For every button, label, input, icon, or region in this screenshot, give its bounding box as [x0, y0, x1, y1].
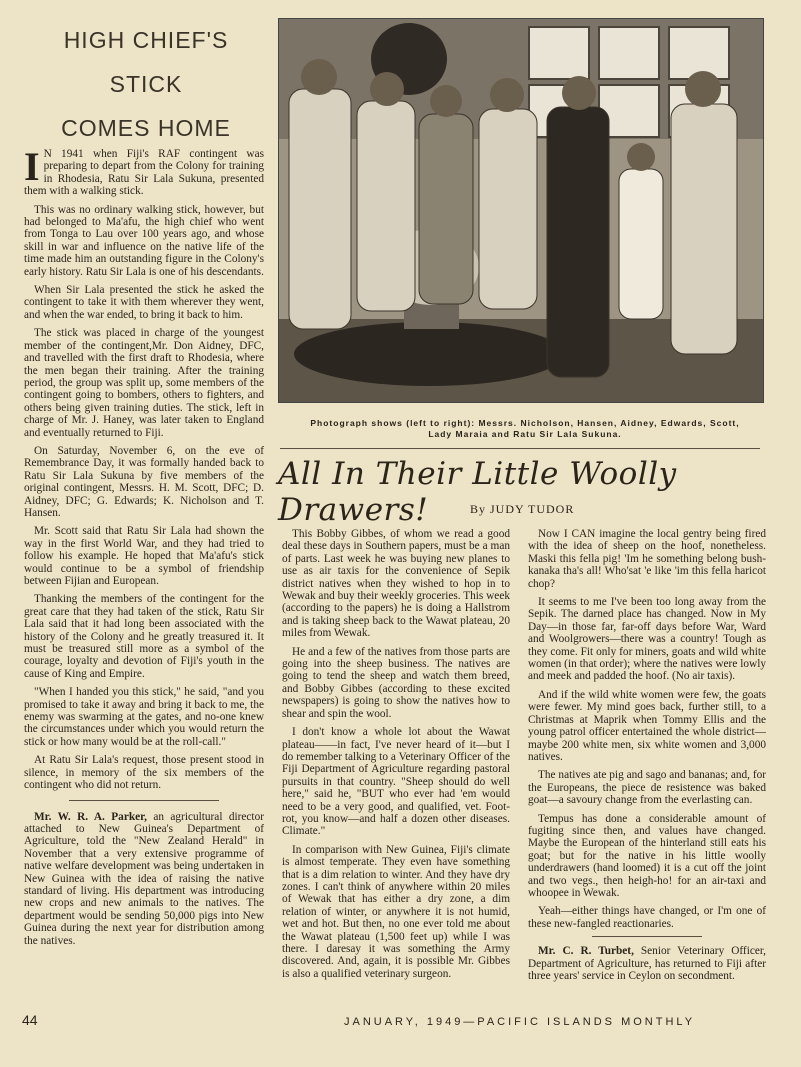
right-paragraph-4: The natives ate pig and sago and bananas; and, for the Europeans, the piece de resistence was baked goat—a savoury change from the everlasting can.: [528, 769, 766, 807]
group-photo-illustration: [279, 19, 763, 402]
right-paragraph-6: Yeah—either things have changed, or I'm one of these new-fangled reactionaries.: [528, 905, 766, 930]
middle-paragraph-1: This Bobby Gibbes, of whom we read a good deal these days in Southern papers, must be a man of parts. Last week he was buying new planes to use as air taxis for the convenience of Sepik district natives when they wished to hop in to Wewak and buy their weekly groceries. This week (according to the papers) he is doing a Hallstrom and is taking sheep back to the Wawat plateau, 20 miles from Wewak.: [282, 528, 510, 640]
parker-name: Mr. W. R. A. Parker,: [34, 810, 147, 823]
section-divider: [69, 800, 219, 801]
left-column: [24, 148, 264, 1010]
middle-paragraph-3: I don't know a whole lot about the Wawat plateau——in fact, I've never heard of it—but I do remember talking to a Veterinary Officer of the Fiji Department of Agriculture regarding pastoral pursuits in that country. "Sheep should do well here," said he, "BUT who ever had 'em would need to be a very good, and qualified, vet. Foot-rot, you know—and half a dozen other diseases. Climate.": [282, 726, 510, 838]
page-number: 44: [22, 1012, 38, 1028]
left-paragraph-2: This was no ordinary walking stick, however, but had belonged to Ma'afu, the high chief who went from Tonga to Lau over 100 years ago, and whose skill in war and influence on the native life of the time made him an outstanding figure in the Colony's early history. Ratu Sir Lala is one of his descendants.: [24, 203, 264, 278]
middle-paragraph-4: In comparison with New Guinea, Fiji's climate is almost temperate. They even have something that is a dim relation to winter. And they have dry zones. I can't think of anywhere within 20 miles of Wewak that has either a dry zone, a dim relation of winter, or anywhere it is not humid, wet and hot. But then, no one ever told me about the Wawat plateau (1,500 feet up) while I was there. I daresay it was something the Army discovered. And, again, it is possible Mr. Gibbes is also a qualified veterinary surgeon.: [282, 843, 510, 980]
headline-line-1: HIGH CHIEF'S: [63, 27, 229, 53]
caption-rule: [280, 448, 760, 449]
photograph: [278, 18, 764, 403]
left-paragraph-7: Thanking the members of the contingent for the great care that they had taken of the stick, Ratu Sir Lala said that it had long been associated with the history of the Colony and he greatly treasured it. It must be treasured still more as a symbol of the courage, loyalty and devotion of Fiji's youth in the cause of King and Empire.: [24, 593, 264, 680]
photo-caption: Photograph shows (left to right): Messrs. Nicholson, Hansen, Aidney, Edwards, Scott, Lady Maraia and Ratu Sir Lala Sukuna.: [310, 418, 740, 439]
right-column: [528, 528, 766, 1012]
right-paragraph-1: Now I CAN imagine the local gentry being fired with the idea of sheep on the hoof, nonetheless. Maski this fella pig! 'Im he something belong bush-kanaka tha's all! Who'sat 'e like 'im this fella haricot chop?: [528, 528, 766, 590]
byline: By JUDY TUDOR: [470, 502, 575, 516]
middle-paragraph-2: He and a few of the natives from those parts are going into the sheep business. The natives are going to tend the sheep and watch them breed, and Bobby Gibbes (according to these excited newspapers) is going to show the natives how to shear and spin the wool.: [282, 645, 510, 720]
middle-column: [282, 528, 510, 1012]
section-divider-right: [592, 936, 702, 937]
headline-line-3: COMES HOME: [61, 115, 231, 141]
left-paragraph-9: At Ratu Sir Lala's request, those present stood in silence, in memory of the six members of the contingent who did not return.: [24, 754, 264, 792]
parker-paragraph: [24, 811, 264, 947]
turbet-paragraph: [528, 945, 766, 982]
right-paragraph-5: Tempus has done a considerable amount of fugiting since then, and values have changed. Maybe the European of the hinterland still eats his goat; but for the native in his little woolly underdrawers (hand loomed) it is a cut off the joint and two vegs., then heigh-ho! for an air-taxi and whoopee in Wewak.: [528, 812, 766, 899]
right-paragraph-2: It seems to me I've been too long away from the Sepik. The darned place has changed. Now in My Day—in those far, far-off days before War, Ward and Woolgrowers—there was a country! Tough as they come. Fit only for miners, goats and wild white women (in that order); where the natives were lowly and meek and padded the hoof. (No air taxis).: [528, 596, 766, 683]
running-title: JANUARY, 1949—PACIFIC ISLANDS MONTHLY: [344, 1016, 696, 1028]
parker-text: an agricultural director attached to New Guinea's Department of Agriculture, told the "New Zealand Herald" in November that a very extensive programme of native welfare development was being undertaken in New Guinea with the idea of raising the native standard of living. His department was introducing new crops and new animals to the natives. The department would be sending 50,000 pigs into New Guinea during the next year for distribution among the natives.: [24, 810, 264, 947]
article-title: All In Their Little Woolly Drawers!: [278, 456, 677, 528]
left-paragraph-4: The stick was placed in charge of the youngest member of the contingent,Mr. Don Aidney, DFC, and travelled with the first draft to Rhodesia, where the men began their training. After the training period, the group was split up, some members of the contingent going to bombers, others to fighters, and others being given training duties. The stick, left in charge of Mr. J. Haney, was later taken to England and eventually returned to Fiji.: [24, 327, 264, 439]
dropcap: I: [24, 148, 40, 189]
turbet-text: Senior Veterinary Officer, Department of Agriculture, has returned to Fiji after three years' service in Ceylon on secondment.: [528, 945, 766, 982]
left-paragraph-3: When Sir Lala presented the stick he asked the contingent to take it with them wherever they went, and when the war ended, to bring it back to him.: [24, 284, 264, 321]
right-paragraph-3: And if the wild white women were few, the goats were fewer. My mind goes back, further still, to a Christmas at Maprik when Tommy Ellis and the young patrol officer entertained the whole district—maybe 200 white men, six white women and 3,000 natives.: [528, 688, 766, 763]
left-paragraph-8: "When I handed you this stick," he said, "and you promised to take it away and bring it back to me, the enemy was swarming at the gates, and no-one knew the circumstances under which you would return the stick or how many would be at the roll-call.": [24, 686, 264, 748]
left-paragraph-1-text: N 1941 when Fiji's RAF contingent was preparing to depart from the Colony for training in Rhodesia, Ratu Sir Lala Sukuna, presented them with a walking stick.: [24, 148, 264, 198]
turbet-name: Mr. C. R. Turbet,: [538, 945, 634, 958]
left-paragraph-1: [24, 148, 264, 198]
left-paragraph-5: On Saturday, November 6, on the eve of Remembrance Day, it was formally handed back to Ratu Sir Lala Sukuna by five members of the original contingent, Messrs. H. M. Scott, DFC; D. Aidney, DFC; G. Edwards; K. Nicholson and T. Hansen.: [24, 444, 264, 519]
headline-line-2: STICK: [109, 71, 183, 97]
article-headline: [20, 18, 272, 150]
left-paragraph-6: Mr. Scott said that Ratu Sir Lala had shown the way in the first World War, and they had tried to follow his example. He hoped that Ma'afu's stick would continue to be a symbol of friendship between Fijian and European.: [24, 525, 264, 587]
